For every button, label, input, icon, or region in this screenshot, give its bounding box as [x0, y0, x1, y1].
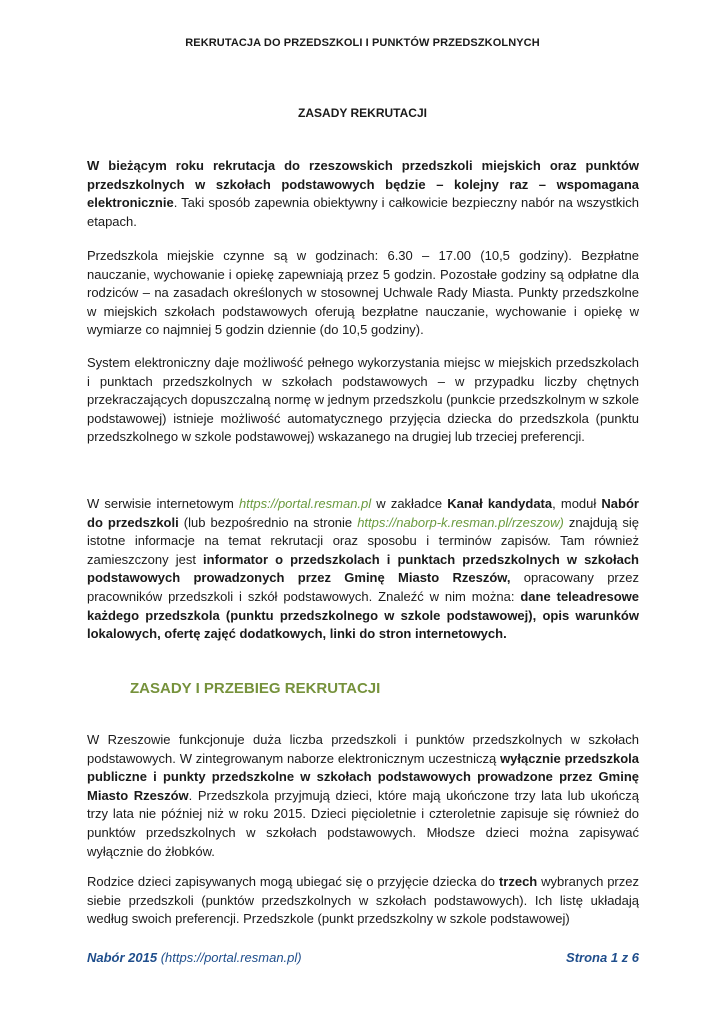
section-heading-green: ZASADY I PRZEBIEG REKRUTACJI [130, 680, 381, 697]
parents-bold-text: trzech [498, 874, 538, 889]
portal-text-4: (lub bezpośrednio na stronie [178, 514, 358, 530]
paragraph-rzeszow [87, 731, 639, 861]
rzeszow-bold-text: wyłącznie przedszkola publiczne i punkty przedszkolne w szkołach podstawowych prowadzone przez Gminę Miasto Rzeszów [87, 750, 639, 803]
footer-label: Nabór 2015 [87, 950, 158, 965]
page-header: REKRUTACJA DO PRZEDSZKOLI I PUNKTÓW PRZEDSZKOLNYCH [185, 37, 540, 49]
rzeszow-text-2: . Przedszkola przyjmują dzieci, które mają ukończone trzy lata lub ukończą trzy lata nie później niż w roku 2015. Dzieci pięcioletnie i czteroletnie zapisuje się również do punktów przedszkolnych w szkołach podstawowych. Młodsze dzieci można zapisywać wyłącznie do żłobków. [87, 787, 639, 859]
paragraph-hours [87, 247, 639, 340]
intro-text: . Taki sposób zapewnia obiektywny i całkowicie bezpieczny nabór na wszystkich etapach. [87, 195, 639, 229]
naborp-link[interactable]: https://naborp-k.resman.pl/rzeszow) [357, 514, 564, 530]
parents-text-1: Rodzice dzieci zapisywanych mogą ubiegać się o przyjęcie dziecka do [87, 874, 499, 889]
portal-text-6: opracowany przez pracowników przedszkoli i szkół podstawowych. Znaleźć w nim można: [87, 570, 639, 604]
portal-text-5: znajdują się istotne informacje na temat rekrutacji oraz sposobu i terminów zapisów. Tam również zamieszczony jest [87, 514, 639, 567]
parents-text-2: wybranych przez siebie przedszkoli (punktów przedszkolnych w szkołach podstawowych). Ich listę układają według swoich preferencji. Przedszkole (punkt przedszkolny w szkole podstawowej) [87, 874, 639, 927]
contents-bold-text: dane teleadresowe każdego przedszkola (punktu przedszkolnego w szkole podstawowej), opis warunków lokalowych, ofertę zajęć dodatkowych, linki do stron internetowych. [87, 588, 639, 642]
system-text: System elektroniczny daje możliwość pełnego wykorzystania miejsc w miejskich przedszkolach i punktach przedszkolnych w szkołach podstawowych – w przypadku liczby chętnych przekraczających dopuszczalną normę w jednym przedszkolu (punkcie przedszkolnym w szkole podstawowej) istnieje możliwość automatycznego przyjęcia dziecka do przedszkola (punktu przedszkolnego w szkole podstawowej) wskazanego na drugiej lub trzeciej preferencji. [87, 355, 640, 445]
intro-bold-text: W bieżącym roku rekrutacja do rzeszowskich przedszkoli miejskich oraz punktów przedszkolnych w szkołach podstawowych będzie – kolejny raz – wspomagana elektronicznie [87, 158, 639, 211]
footer-url: (https://portal.resman.pl) [160, 950, 302, 965]
kindergarten-module-label: Nabór do przedszkoli [87, 496, 639, 530]
rzeszow-text-1: W Rzeszowie funkcjonuje duża liczba przedszkoli i punktów przedszkolnych w szkołach podstawowych. W zintegrowanym naborze elektronicznym uczestniczą [87, 732, 639, 766]
paragraph-intro [87, 157, 639, 231]
portal-text-1: W serwisie internetowym [87, 496, 239, 511]
informator-bold-text: informator o przedszkolach i punktach przedszkolnych w szkołach podstawowych prowadzonych przez Gminę Miasto Rzeszów, [87, 551, 639, 586]
paragraph-system [87, 354, 639, 447]
paragraph-parents [87, 873, 639, 929]
footer-page-number: Strona 1 z 6 [566, 950, 639, 965]
page-footer [87, 950, 639, 965]
portal-text-2: w zakładce [371, 496, 448, 511]
portal-link[interactable]: https://portal.resman.pl [238, 496, 372, 511]
portal-text-3: , moduł [552, 496, 602, 511]
hours-text: Przedszkola miejskie czynne są w godzinach: 6.30 – 17.00 (10,5 godziny). Bezpłatne nauczanie, wychowanie i opiekę zapewniają przez 5 godzin. Pozostałe godziny są odpłatne dla rodziców – na zasadach określonych w stosownej Uchwale Rady Miasta. Punkty przedszkolne w miejskich szkołach podstawowych oferują bezpłatne nauczanie, wychowanie i opiekę w wymiarze co najmniej 5 godzin dziennie (do 10,5 godziny). [87, 248, 639, 338]
paragraph-portal [87, 495, 639, 644]
section-title: ZASADY REKRUTACJI [298, 106, 427, 120]
candidate-channel-label: Kanał kandydata [447, 496, 553, 511]
